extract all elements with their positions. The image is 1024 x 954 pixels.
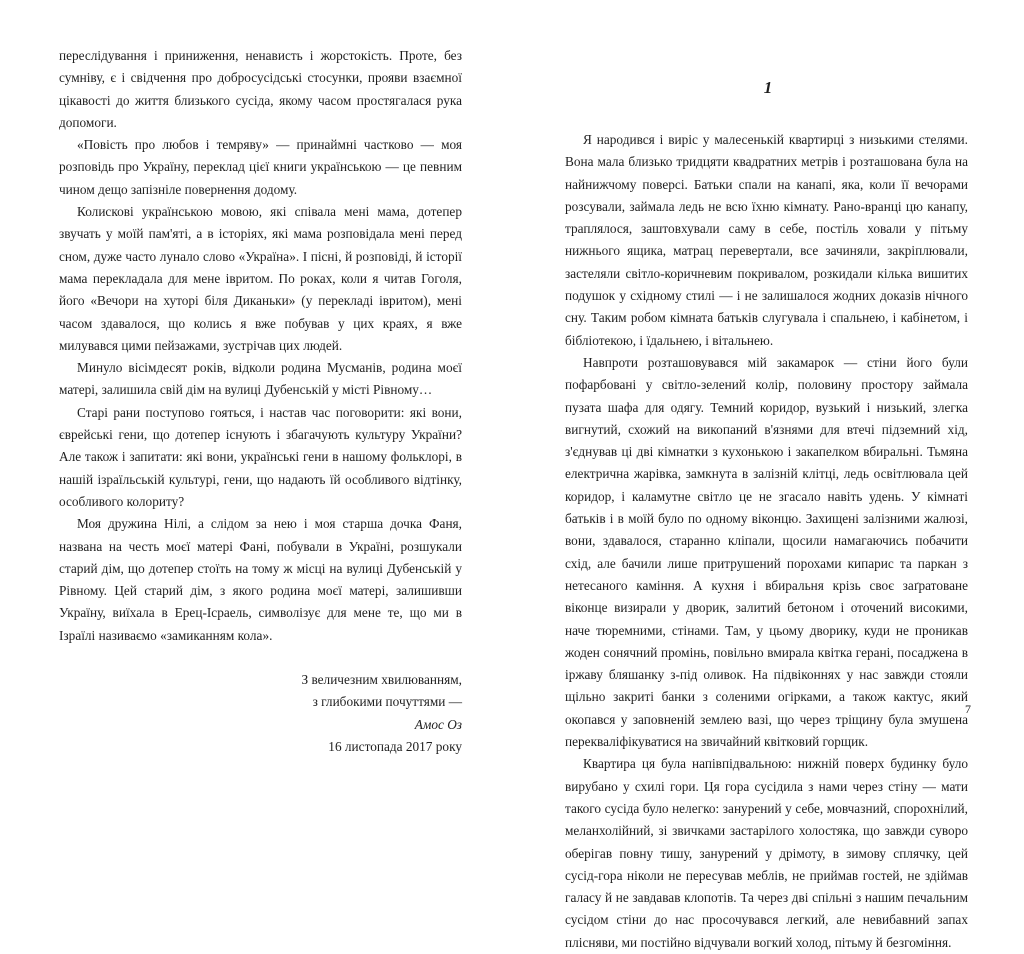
left-page: [0, 0, 512, 754]
right-page: [512, 0, 1024, 950]
page-number: 7: [965, 702, 971, 716]
paragraph: Колискові українською мовою, які співала мені мама, дотепер звучать у моїй пам'яті, а в історіях, які мама розповідала мені перед сном, дуже часто лунало слово «Україна». І пісні, й розповіді, й історії мама перекладала для мене івритом. По роках, коли я читав Гоголя, його «Вечори на хуторі біля Диканьки» (у перекладі івритом), мені часом здавалося, що колись я вже побував у цих краях, я вже милувався цими пейзажами, зустрічав цих людей.: [59, 204, 462, 353]
paragraph: «Повість про любов і темряву» — принаймні частково — моя розповідь про Україну, переклад цієї книги українською — це певним чином дещо запізніле повернення додому.: [59, 137, 462, 197]
paragraph: Навпроти розташовувався мій закамарок — стіни його були пофарбовані у світло-зелений колір, половину простору займала пузата шафа для одягу. Темний коридор, вузький і низький, злегка вигнутий, схожий на викопаний в'язнями для втечі підземний хід, з'єднував ці дві кімнатки з кухонькою і закапелком вбиральні. Тьмяна електрична жарівка, замкнута в залізній клітці, ледь освітлювала цей коридор, і каламутне світло це не згасало навіть удень. У кімнаті батьків і в моїй було по одному віконцю. Захищені залізними жалюзі, вони, здавалося, старанно кліпали, щосили намагаючись побачити схід, але бачили лише притрушений порохами кипарис та паркан з нетесаного каміння. А кухня і вбиральня крізь своє заґратоване віконце визирали у дворик, залитий бетоном і оточений високими, наче тюремними, стінами. Там, у цьому дворику, куди не проникав жоден сонячний промінь, повільно вмирала квітка герані, посаджена в іржаву бляшанку з-під оливок. На підвіконнях у нас завжди стояли щільно закриті банки з соленими огірками, а також кактус, який окопався у заповненій землею вазі, що через тріщину була змушена перекваліфікуватися на звичайний квітковий горщик.: [565, 354, 968, 750]
paragraph: переслідування і приниження, ненависть і жорстокість. Проте, без сумніву, є і свідчення про добросусідські стосунки, прояви взаємної цікавості до життя близького сусіда, якому часом простягалася рука допомоги.: [59, 48, 462, 130]
right-text-column: [565, 129, 968, 954]
paragraph: Старі рани поступово гояться, і настав час поговорити: які вони, єврейські гени, що дотепер існують і збагачують культуру України? Але також і запитати: які вони, українські гени в нашому фольклорі, в нашій ізраїльській культурі, гени, що надають їй особливого відтінку, особливого колориту?: [59, 404, 462, 509]
chapter-number: 1: [763, 78, 773, 97]
signature-line: З величезним хвилюванням,: [301, 672, 462, 688]
signature-line: з глибокими почуттями —: [312, 694, 462, 710]
paragraph: Я народився і виріс у малесенькій квартирці з низькими стелями. Вона мала близько тридцяти квадратних метрів і розташована була на найнижчому поверсі. Батьки спали на канапі, яка, коли її вечорами розсували, займала ледь не всю їхню кімнату. Рано-вранці цю канапу, траплялося, заштовхували саму в себе, постіль ховали у пітьму нижнього ящика, матрац перевертали, все зачиняли, закріплювали, застеляли світло-коричневим покривалом, розкидали кілька вишитих подушок у східному стилі — і не залишалося жодних доказів нічного сну. Таким робом кімната батьків слугувала і спальнею, і кабінетом, і бібліотекою, і їдальнею, і вітальнею.: [565, 132, 968, 348]
signature-author: Амос Оз: [414, 716, 462, 732]
signature-date: 16 листопада 2017 року: [328, 738, 462, 754]
paragraph: Минуло вісімдесят років, відколи родина Мусманів, родина моєї матері, залишила свій дім на вулиці Дубенській у місті Рівному…: [59, 360, 462, 398]
paragraph: Квартира ця була напівпідвальною: нижній поверх будинку було вирубано у схилі гори. Ця гора сусідила з нами через стіну — мати такого сусіда було нелегко: занурений у себе, мовчазний, спорохнілий, меланхолійний, зі звичками застарілого холостяка, що завжди суворо оберігав повну тишу, занурений у дрімоту, в зимову сплячку, цей сусід-гора ніколи не пересував меблів, не приймав гостей, не здіймав галасу й не завдавав клопотів. Та через дві спільні з нашим печальним сусідом стіни до нас просочувався легкий, але невибавний запах плісняви, ми постійно відчували вогкий холод, пітьму й безгоміння.: [565, 756, 968, 950]
paragraph: Моя дружина Нілі, а слідом за нею і моя старша дочка Фаня, названа на честь моєї матері Фані, побували в Україні, розшукали старий дім, що дотепер стоїть на тому ж місці на вулиці Дубенській у Рівному. Цей старий дім, з якого родина моєї матері, залишивши Україну, виїхала в Ерец-Ісраель, символізує для мене те, що ми в Ізраїлі називаємо «замиканням кола».: [59, 516, 462, 643]
left-text-column: [59, 45, 462, 758]
